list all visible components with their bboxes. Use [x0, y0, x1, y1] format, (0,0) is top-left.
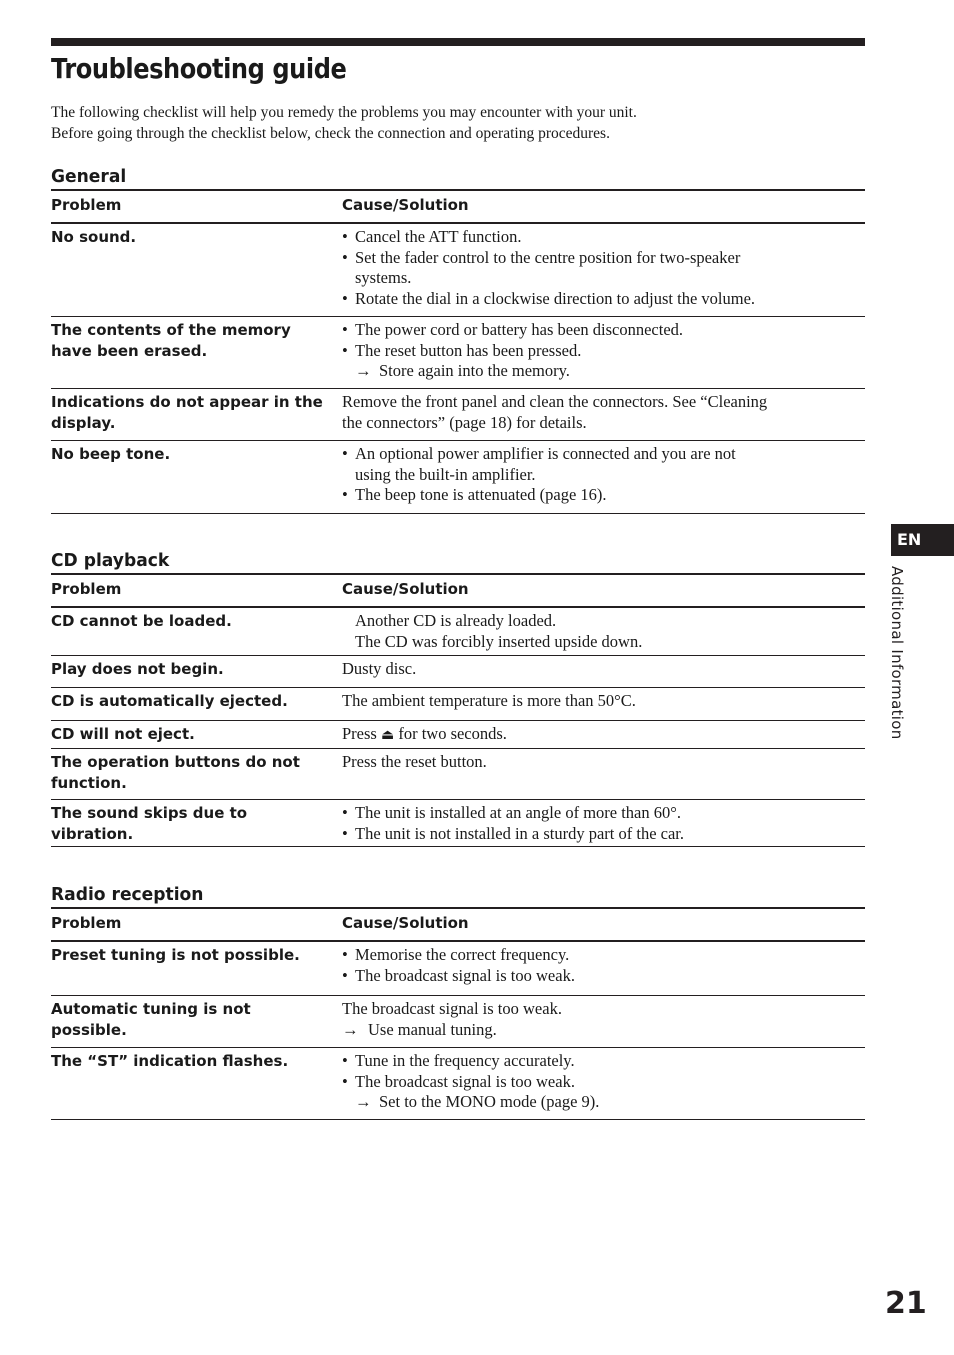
problem-line: The operation buttons do not — [51, 753, 300, 771]
solution-cell — [342, 1048, 865, 1119]
table-row — [51, 749, 865, 800]
problem-line: vibration. — [51, 824, 134, 843]
solution-line: The CD was forcibly inserted upside down. — [355, 631, 643, 651]
intro-line: The following checklist will help you remedy the problems you may encounter with your unit. — [51, 104, 637, 121]
solution-cell — [342, 224, 865, 316]
bullet-text: The beep tone is attenuated (page 16). — [355, 485, 607, 504]
solution-line: the connectors” (page 18) for details. — [342, 412, 587, 432]
bullet-item — [342, 1051, 865, 1072]
intro-line: Before going through the checklist below, check the connection and operating procedures. — [51, 124, 610, 142]
problem-line: possible. — [51, 1020, 127, 1039]
problem-cell: CD will not eject. — [51, 725, 195, 743]
bullet-glyph: • — [342, 485, 348, 504]
arrow-icon: → — [355, 361, 372, 380]
table-header — [51, 575, 865, 608]
bullet-item — [342, 248, 865, 269]
section-title: Radio reception — [51, 884, 204, 905]
bullet-item — [342, 966, 865, 987]
bullet-item — [342, 320, 865, 341]
arrow-icon: → — [355, 1092, 372, 1111]
bullet-item — [342, 227, 865, 248]
page-title: Troubleshooting guide — [51, 52, 347, 85]
arrow-text: Store again into the memory. — [379, 361, 570, 380]
table-row — [51, 721, 865, 749]
arrow-text: Use manual tuning. — [368, 1019, 497, 1039]
problem-cell: Play does not begin. — [51, 660, 224, 678]
solution-cell — [342, 317, 865, 388]
section-title: CD playback — [51, 550, 170, 571]
problem-line: The sound skips due to — [51, 804, 248, 822]
bullet-glyph: • — [342, 288, 348, 308]
table-row — [51, 656, 865, 688]
problem-header: Problem — [51, 196, 122, 214]
bullet-glyph: • — [342, 965, 348, 985]
solution-text: for two seconds. — [398, 724, 507, 743]
arrow-line — [342, 1020, 865, 1041]
solution-cell — [342, 942, 865, 995]
bullet-continuation: systems. — [355, 268, 412, 287]
problem-cell: CD cannot be loaded. — [51, 612, 232, 630]
table-header — [51, 191, 865, 224]
bullet-item — [342, 1072, 865, 1093]
problem-line: Automatic tuning is not — [51, 1000, 251, 1018]
solution-header: Cause/Solution — [342, 196, 469, 214]
table-row — [51, 996, 865, 1048]
table-row — [51, 389, 865, 441]
solution-header: Cause/Solution — [342, 580, 469, 598]
problem-header: Problem — [51, 914, 122, 932]
solution-line: Another CD is already loaded. — [355, 611, 557, 630]
table-row — [51, 608, 865, 656]
bullet-item — [342, 341, 865, 362]
bullet-text: The unit is installed at an angle of more than 60°. — [355, 803, 681, 822]
bullet-item — [342, 444, 865, 465]
table-header — [51, 909, 865, 942]
problem-cell: No sound. — [51, 228, 137, 246]
bullet-item — [342, 824, 865, 845]
bullet-glyph: • — [342, 247, 348, 267]
page-number: 21 — [885, 1286, 927, 1321]
problem-cell — [51, 317, 342, 388]
solution-cell — [342, 441, 865, 513]
problem-cell: CD is automatically ejected. — [51, 692, 288, 710]
solution-cell: Press the reset button. — [342, 752, 487, 771]
table-row — [51, 441, 865, 514]
bullet-glyph: • — [342, 1051, 348, 1070]
table-row — [51, 942, 865, 996]
bullet-text: Set the fader control to the centre position for two-speaker — [355, 247, 741, 267]
bullet-glyph: • — [342, 803, 348, 822]
bullet-text: Rotate the dial in a clockwise direction to adjust the volume. — [355, 288, 756, 308]
bullet-item — [342, 289, 865, 310]
bullet-text: Memorise the correct frequency. — [355, 945, 570, 964]
troubleshooting-table — [51, 189, 865, 514]
bullet-text: The reset button has been pressed. — [355, 340, 582, 360]
troubleshooting-table — [51, 573, 865, 847]
table-row — [51, 800, 865, 847]
arrow-text: Set to the MONO mode (page 9). — [379, 1092, 600, 1111]
language-tab: EN — [891, 524, 954, 556]
solution-cell — [342, 721, 865, 748]
bullet-glyph: • — [342, 823, 348, 843]
solution-text: Press — [342, 724, 377, 743]
bullet-text: Cancel the ATT function. — [355, 227, 522, 246]
solution-cell — [342, 800, 865, 846]
intro-text — [51, 103, 865, 144]
solution-header: Cause/Solution — [342, 914, 469, 932]
bullet-continuation: using the built-in amplifier. — [355, 464, 536, 484]
bullet-item — [342, 485, 865, 506]
bullet-text: An optional power amplifier is connected and you are not — [355, 444, 736, 463]
bullet-text: The power cord or battery has been disconnected. — [355, 320, 684, 339]
arrow-icon: → — [342, 1019, 359, 1039]
section-title: General — [51, 166, 127, 187]
top-rule — [51, 38, 865, 46]
table-row — [51, 688, 865, 721]
solution-cell: Dusty disc. — [342, 659, 417, 678]
bullet-text: The broadcast signal is too weak. — [355, 965, 575, 985]
problem-header: Problem — [51, 580, 122, 598]
problem-cell: The “ST” indication flashes. — [51, 1052, 289, 1070]
problem-cell: Preset tuning is not possible. — [51, 946, 300, 964]
problem-cell — [51, 749, 342, 799]
bullet-glyph: • — [342, 1071, 348, 1091]
problem-cell — [51, 389, 342, 440]
solution-line: Remove the front panel and clean the connectors. See “Cleaning — [342, 392, 768, 411]
problem-line: The contents of the memory — [51, 321, 291, 339]
bullet-glyph: • — [342, 945, 348, 964]
problem-line: display. — [51, 413, 116, 432]
arrow-line — [342, 361, 865, 382]
bullet-glyph: • — [342, 320, 348, 339]
solution-line: The broadcast signal is too weak. — [342, 999, 562, 1018]
bullet-glyph: • — [342, 340, 348, 360]
problem-line: have been erased. — [51, 341, 208, 360]
section-cd-playback — [51, 549, 865, 847]
solution-cell — [342, 608, 865, 655]
bullet-text: The broadcast signal is too weak. — [355, 1071, 575, 1091]
table-row — [51, 224, 865, 317]
problem-cell: No beep tone. — [51, 445, 171, 463]
solution-cell — [342, 996, 865, 1047]
arrow-line — [342, 1092, 865, 1113]
section-general — [51, 165, 865, 514]
bullet-text: Tune in the frequency accurately. — [355, 1051, 575, 1070]
troubleshooting-table — [51, 907, 865, 1120]
bullet-glyph: • — [342, 227, 348, 246]
bullet-item — [342, 803, 865, 824]
bullet-item — [342, 945, 865, 966]
bullet-glyph: • — [342, 444, 348, 463]
solution-cell: The ambient temperature is more than 50°C. — [342, 691, 636, 710]
problem-cell — [51, 996, 342, 1047]
side-section-label: Additional Information — [888, 566, 906, 740]
problem-line: Indications do not appear in the — [51, 393, 323, 411]
problem-cell — [51, 800, 342, 846]
eject-icon: ⏏ — [380, 727, 395, 743]
problem-line: function. — [51, 773, 127, 792]
solution-cell — [342, 389, 865, 440]
table-row — [51, 317, 865, 389]
bullet-text: The unit is not installed in a sturdy part of the car. — [355, 823, 685, 843]
section-radio-reception — [51, 883, 865, 1120]
table-row — [51, 1048, 865, 1120]
